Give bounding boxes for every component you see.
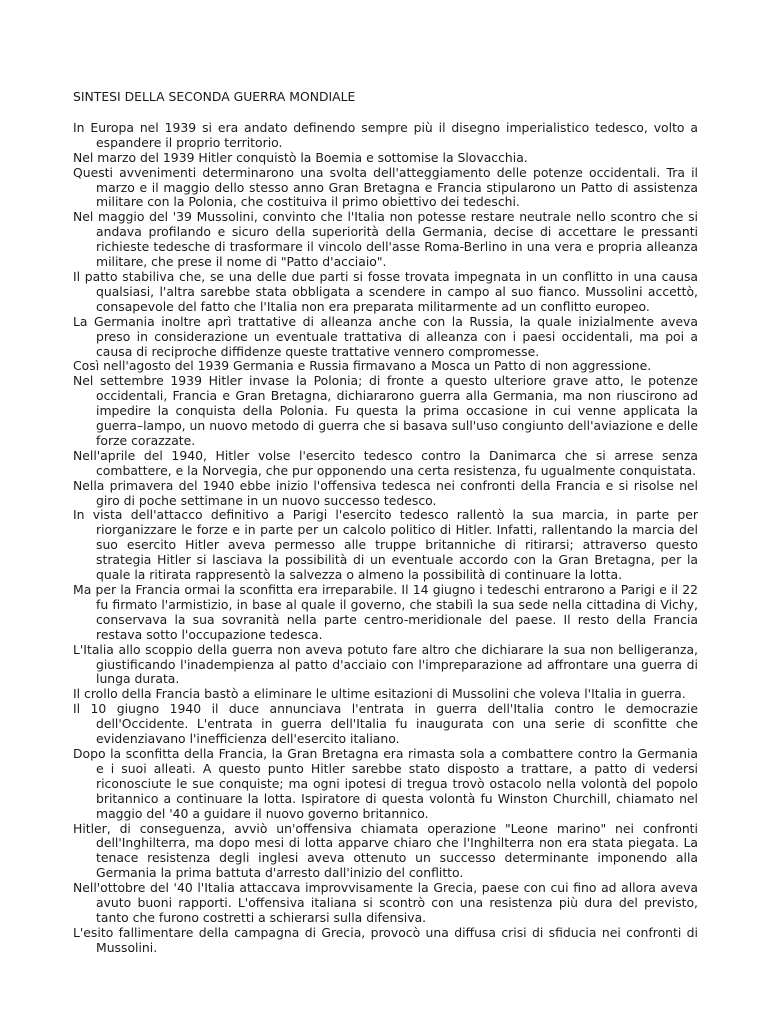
paragraph: Il 10 giugno 1940 il duce annunciava l'entrata in guerra dell'Italia contro le democrazie dell'Occidente. L'entrata in guerra dell'Italia fu inaugurata con una serie di sconfitte che evidenziavano l'inefficienza dell'esercito italiano.	[73, 701, 698, 747]
paragraph: Dopo la sconfitta della Francia, la Gran Bretagna era rimasta sola a combattere contro la Germania e i suoi alleati. A questo punto Hitler sarebbe stato disposto a trattare, a patto di vedersi riconosciute le sue conquiste; ma ogni ipotesi di tregua trovò ostacolo nella volontà del popolo britannico a continuare la lotta. Ispiratore di questa volontà fu Winston Churchill, chiamato nel maggio del '40 a guidare il nuovo governo britannico.	[73, 745, 698, 821]
document-body	[73, 121, 698, 956]
paragraph: Questi avvenimenti determinarono una svolta dell'atteggiamento delle potenze occidentali. Tra il marzo e il maggio dello stesso anno Gran Bretagna e Francia stipularono un Patto di assistenza militare con la Polonia, che costituiva il primo obiettivo dei tedeschi.	[73, 164, 698, 210]
paragraph: L'Italia allo scoppio della guerra non aveva potuto fare altro che dichiarare la sua non belligeranza, giustificando l'inadempienza al patto d'acciaio con l'impreparazione ad affrontare una guerra di lunga durata.	[73, 641, 698, 687]
paragraph: Il patto stabiliva che, se una delle due parti si fosse trovata impegnata in un conflitto in una causa qualsiasi, l'altra sarebbe stata obbligata a scendere in campo al suo fianco. Mussolini accettò, consapevole del fatto che l'Italia non era preparata militarmente ad un conflitto europeo.	[73, 268, 698, 314]
paragraph: La Germania inoltre aprì trattative di alleanza anche con la Russia, la quale inizialmente aveva preso in considerazione un eventuale trattativa di alleanza con i paesi occidentali, ma poi a causa di reciproche diffidenze queste trattative vennero compromesse.	[73, 313, 698, 359]
paragraph: Nel maggio del '39 Mussolini, convinto che l'Italia non potesse restare neutrale nello scontro che si andava profilando e sicuro della superiorità della Germania, decise di accettare le pressanti richieste tedesche di trasformare il vincolo dell'asse Roma-Berlino in una vera e propria alleanza militare, che prese il nome di "Patto d'acciaio".	[73, 209, 698, 270]
document-title: SINTESI DELLA SECONDA GUERRA MONDIALE	[73, 89, 356, 104]
paragraph: L'esito fallimentare della campagna di Grecia, provocò una diffusa crisi di sfiducia nei confronti di Mussolini.	[73, 924, 698, 955]
paragraph: Nella primavera del 1940 ebbe inizio l'offensiva tedesca nei confronti della Francia e si risolse nel giro di poche settimane in un nuovo successo tedesco.	[73, 477, 698, 508]
paragraph: In Europa nel 1939 si era andato definendo sempre più il disegno imperialistico tedesco, volto a espandere il proprio territorio.	[73, 119, 698, 150]
paragraph: Il crollo della Francia bastò a eliminare le ultime esitazioni di Mussolini che voleva l'Italia in guerra.	[73, 686, 686, 702]
paragraph: Così nell'agosto del 1939 Germania e Russia firmavano a Mosca un Patto di non aggressione.	[73, 358, 652, 374]
paragraph: Nel marzo del 1939 Hitler conquistò la Boemia e sottomise la Slovacchia.	[73, 149, 528, 165]
paragraph: Ma per la Francia ormai la sconfitta era irreparabile. Il 14 giugno i tedeschi entrarono a Parigi e il 22 fu firmato l'armistizio, in base al quale il governo, che stabilì la sua sede nella cittadina di Vichy, conservava la sua sovranità nella parte centro-meridionale del paese. Il resto della Francia restava sotto l'occupazione tedesca.	[73, 582, 698, 642]
paragraph: In vista dell'attacco definitivo a Parigi l'esercito tedesco rallentò la sua marcia, in parte per riorganizzare le forze e in parte per un calcolo politico di Hitler. Infatti, rallentando la marcia del suo esercito Hitler aveva permesso alle truppe britanniche di ritirarsi; attraverso questo strategia Hitler si lasciava la possibilità di un eventuale accordo con la Gran Bretagna, per la quale la ritirata rappresentò la salvezza o almeno la possibilità di continuare la lotta.	[73, 507, 698, 583]
paragraph: Nell'aprile del 1940, Hitler volse l'esercito tedesco contro la Danimarca che si arrese senza combattere, e la Norvegia, che pur opponendo una certa resistenza, fu ugualmente conquistata.	[73, 447, 698, 478]
paragraph: Nell'ottobre del '40 l'Italia attaccava improvvisamente la Grecia, paese con cui fino ad allora aveva avuto buoni rapporti. L'offensiva italiana si scontrò con una resistenza più dura del previsto, tanto che furono costretti a schierarsi sulla difensiva.	[73, 880, 698, 925]
document-page	[73, 90, 698, 956]
paragraph: Hitler, di conseguenza, avviò un'offensiva chiamata operazione "Leone marino" nei confronti dell'Inghilterra, ma dopo mesi di lotta apparve chiaro che l'Inghilterra non era stata piegata. La tenace resistenza degli inglesi aveva ottenuto un successo determinante imponendo alla Germania la prima battuta d'arresto dall'inizio del conflitto.	[73, 820, 698, 881]
paragraph: Nel settembre 1939 Hitler invase la Polonia; di fronte a questo ulteriore grave atto, le potenze occidentali, Francia e Gran Bretagna, dichiararono guerra alla Germania, ma non riuscirono ad impedire la conquista della Polonia. Fu questa la prima occasione in cui venne applicata la guerra–lampo, un nuovo metodo di guerra che si basava sull'uso congiunto dell'aviazione e delle forze corazzate.	[73, 373, 698, 448]
